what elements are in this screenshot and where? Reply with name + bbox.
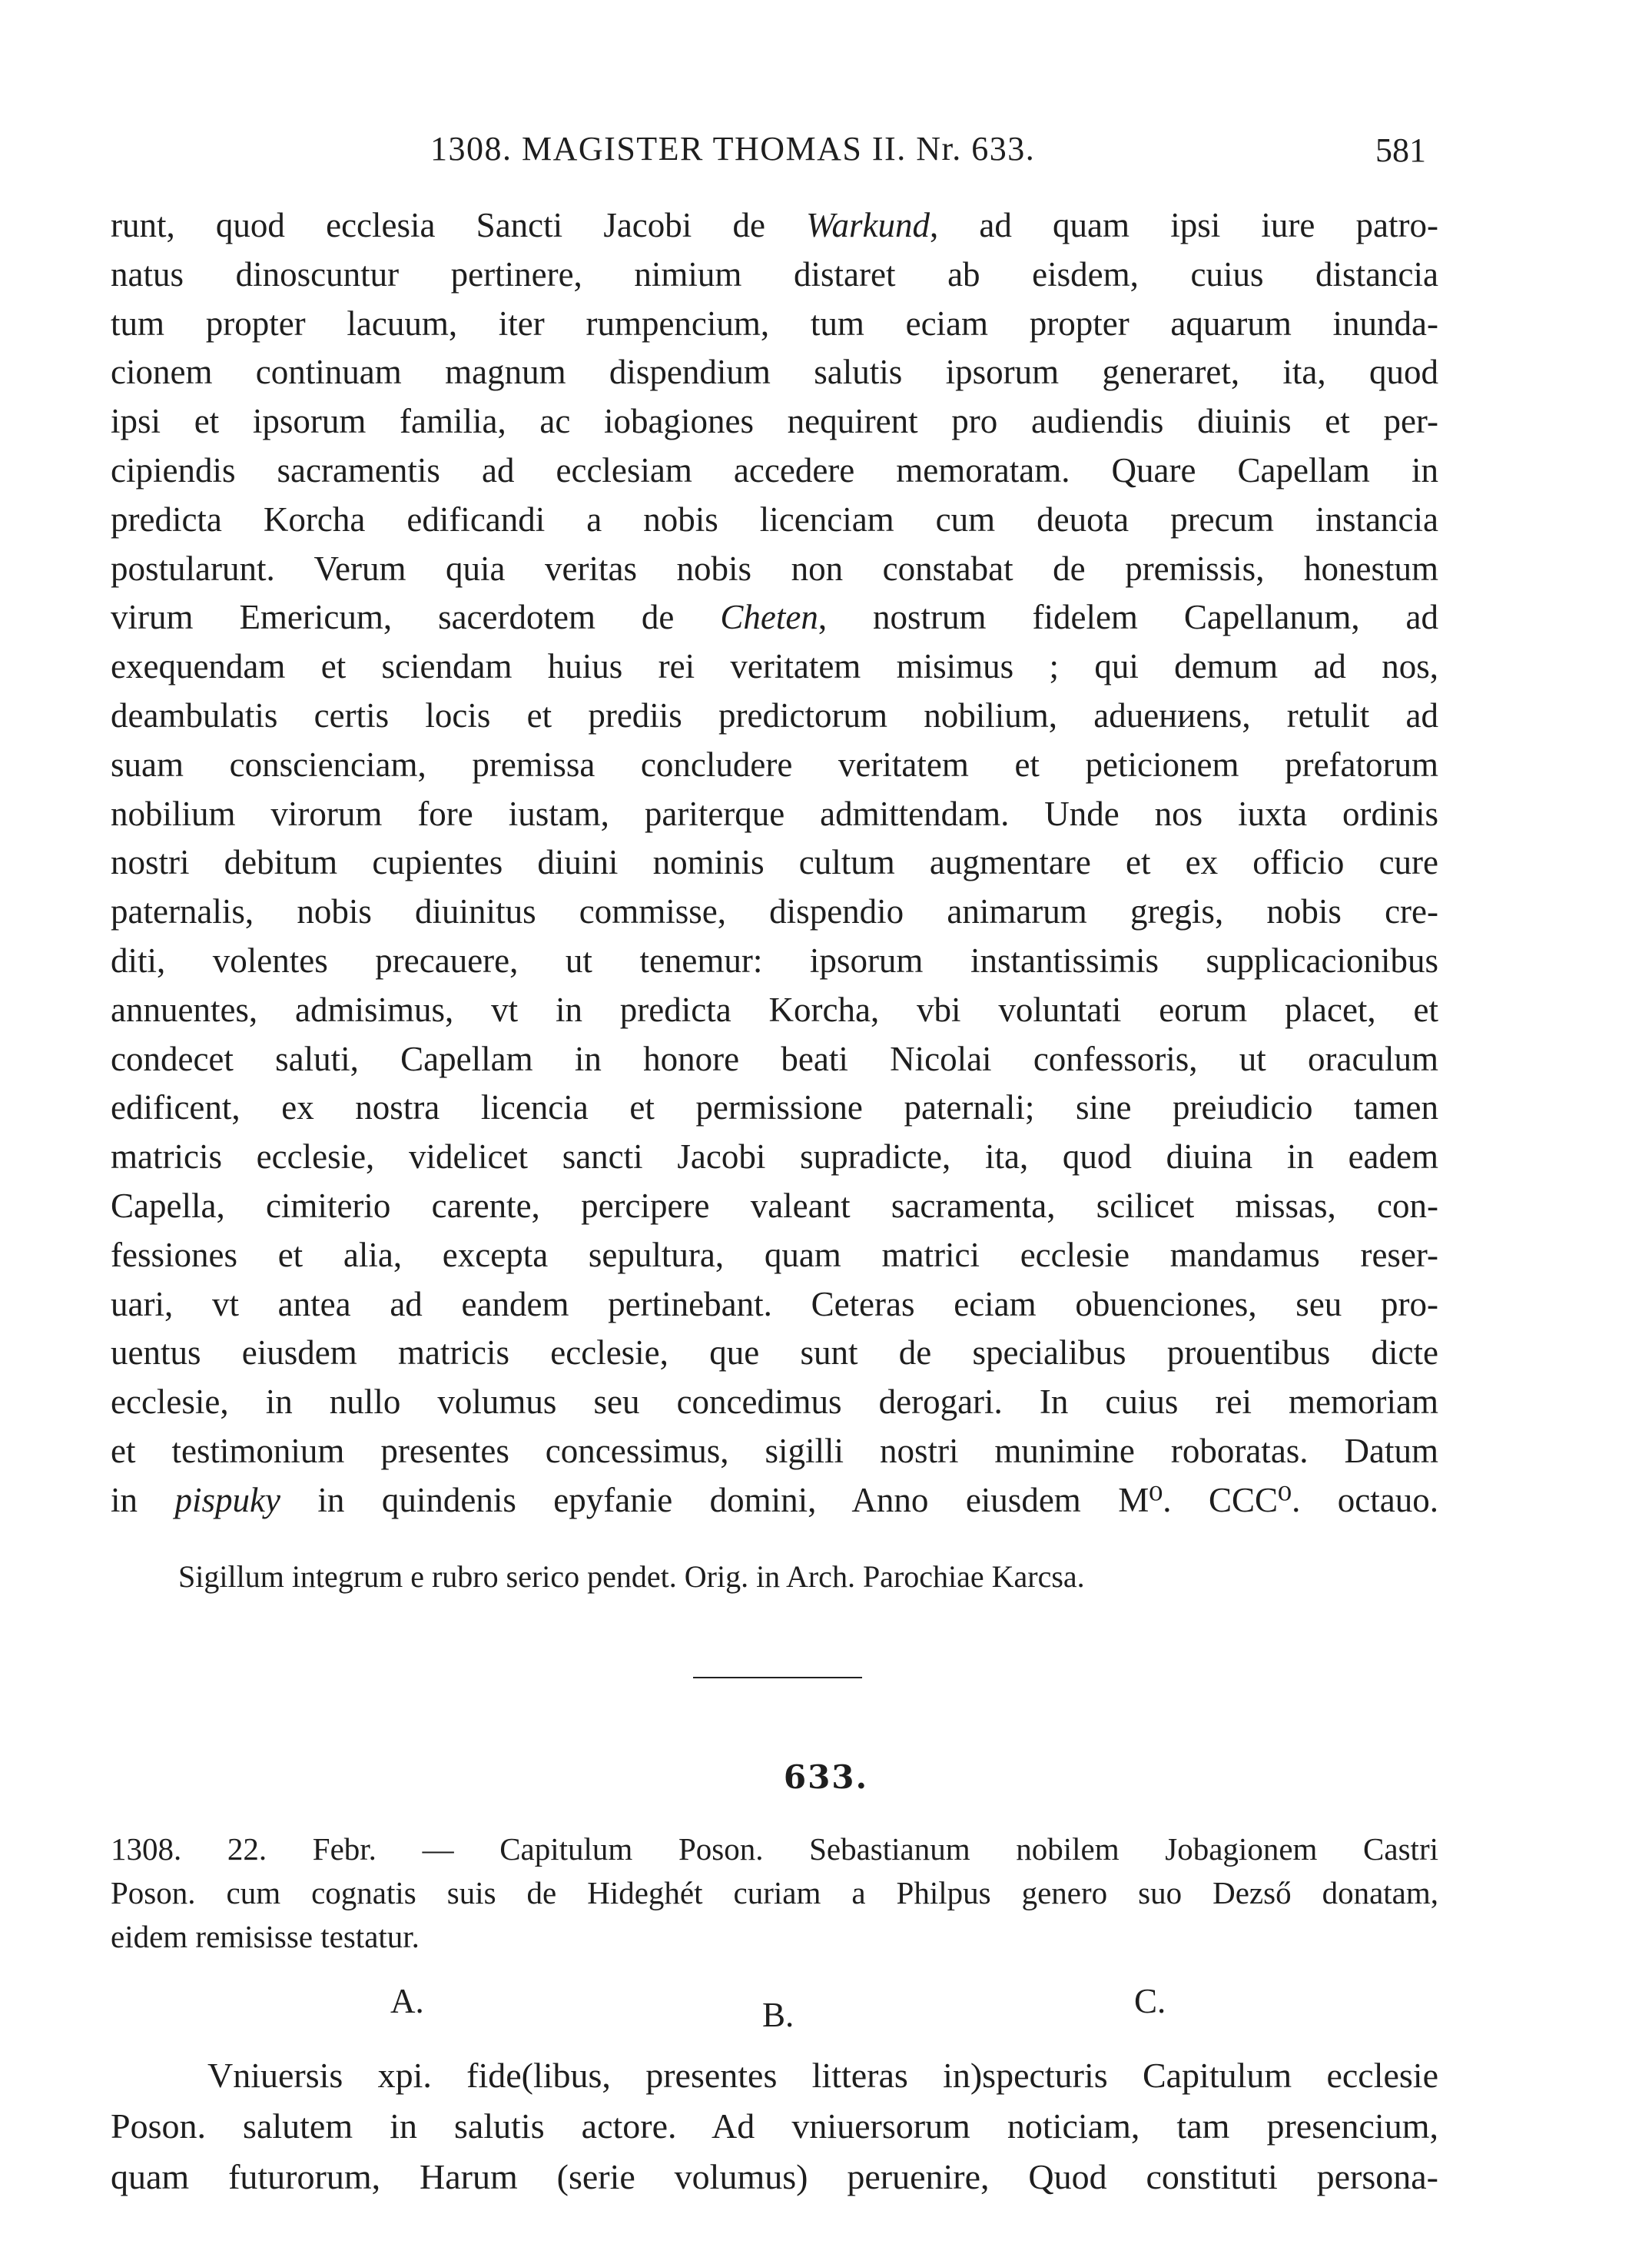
text-run: suam conscienciam, premissa concludere veritatem et peticionem prefatorum <box>111 745 1438 784</box>
text-line <box>111 1035 1438 1084</box>
text-line <box>111 496 1438 545</box>
summary-line: Poson. cum cognatis suis de Hideghét curiam a Philpus genero suo Dezső donatam, <box>111 1875 1438 1910</box>
text-line <box>111 1329 1438 1378</box>
summary-line: eidem remisisse testatur. <box>111 1919 420 1954</box>
page-number: 581 <box>1375 131 1426 169</box>
text-run: natus dinoscuntur pertinere, nimium distaret ab eisdem, cuius distancia <box>111 254 1438 294</box>
main-text-block <box>111 201 1438 1525</box>
version-siglum-a: A. <box>390 1982 424 2020</box>
document-summary <box>111 1827 1438 1959</box>
text-run: Capella, cimiterio carente, percipere valeant sacramenta, scilicet missas, con- <box>111 1186 1438 1225</box>
running-head <box>0 129 1652 175</box>
charter-line: Poson. salutem in salutis actore. Ad vniuersorum noticiam, tam presencium, <box>111 2106 1438 2146</box>
text-run: in <box>111 1480 175 1519</box>
text-run: condecet saluti, Capellam in honore beati Nicolai confessoris, ut oraculum <box>111 1039 1438 1078</box>
text-run: postularunt. Verum quia veritas nobis non constabat de premissis, honestum <box>111 549 1438 588</box>
text-line <box>111 741 1438 790</box>
text-run: uentus eiusdem matricis ecclesie, que sunt de specialibus prouentibus dicte <box>111 1333 1438 1372</box>
text-run: edificent, ex nostra licencia et permissione paternali; sine preiudicio tamen <box>111 1088 1438 1127</box>
text-line <box>111 1182 1438 1231</box>
text-run: et testimonium presentes concessimus, sigilli nostri munimine roboratas. Datum <box>111 1431 1438 1470</box>
italic-place-name: Warkund <box>806 206 930 244</box>
source-note: Sigillum integrum e rubro serico pendet. Orig. in Arch. Parochiae Karcsa. <box>178 1559 1085 1594</box>
text-run: in quindenis epyfanie domini, Anno eiusdem M⁰. CCC⁰. octauo. <box>280 1480 1438 1519</box>
text-line <box>111 300 1438 349</box>
text-line <box>111 642 1438 692</box>
text-line <box>111 201 1438 251</box>
text-run: virum Emericum, sacerdotem de <box>111 598 721 637</box>
text-line <box>111 1280 1438 1329</box>
italic-place-name: pispuky <box>174 1480 280 1519</box>
text-line <box>111 937 1438 986</box>
text-line <box>111 251 1438 300</box>
running-head-title: 1308. MAGISTER THOMAS II. Nr. 633. <box>430 130 1036 168</box>
text-run: uari, vt antea ad eandem pertinebant. Ceteras eciam obuenciones, seu pro- <box>111 1284 1438 1323</box>
text-run: cionem continuam magnum dispendium salutis ipsorum generaret, ita, quod <box>111 353 1438 392</box>
text-line <box>111 1133 1438 1182</box>
text-run: nobilium virorum fore iustam, pariterque admittendam. Unde nos iuxta ordinis <box>111 794 1438 833</box>
text-line <box>111 1231 1438 1280</box>
charter-line: Vniuersis xpi. fide(libus, presentes litteras in)specturis Capitulum ecclesie <box>207 2056 1438 2095</box>
text-run: , nostrum fidelem Capellanum, ad <box>818 598 1438 637</box>
text-line <box>111 397 1438 446</box>
text-line <box>111 348 1438 397</box>
text-line <box>111 692 1438 741</box>
text-line <box>111 1084 1438 1133</box>
text-run: exequendam et sciendam huius rei veritatem misimus ; qui demum ad nos, <box>111 647 1438 686</box>
text-run: cipiendis sacramentis ad ecclesiam accedere memoratam. Quare Capellam in <box>111 450 1438 490</box>
text-run: paternalis, nobis diuinitus commisse, dispendio animarum gregis, nobis cre- <box>111 892 1438 931</box>
text-line <box>111 888 1438 937</box>
document-number-heading: 633. <box>783 1758 869 1796</box>
charter-text <box>111 2050 1438 2202</box>
text-run: annuentes, admisimus, vt in predicta Korcha, vbi voluntati eorum placet, et <box>111 990 1438 1029</box>
text-run: diti, volentes precauere, ut tenemur: ipsorum instantissimis supplicacionibus <box>111 941 1438 980</box>
charter-line: quam futurorum, Harum (serie volumus) peruenire, Quod constituti persona- <box>111 2157 1438 2196</box>
text-line <box>111 1476 1438 1525</box>
version-siglum-c: C. <box>1134 1982 1166 2020</box>
text-line <box>111 986 1438 1035</box>
text-line <box>111 1427 1438 1476</box>
text-run: tum propter lacuum, iter rumpencium, tum eciam propter aquarum inunda- <box>111 304 1438 343</box>
text-run: deambulatis certis locis et prediis predictorum nobilium, aduениens, retulit ad <box>111 695 1438 735</box>
text-run: , ad quam ipsi iure patro- <box>929 206 1438 244</box>
summary-line: 1308. 22. Febr. — Capitulum Poson. Sebastianum nobilem Jobagionem Castri <box>111 1831 1438 1867</box>
text-run: nostri debitum cupientes diuini nominis cultum augmentare et ex officio cure <box>111 843 1438 882</box>
text-line <box>111 545 1438 594</box>
text-line <box>111 790 1438 839</box>
text-run: predicta Korcha edificandi a nobis licenciam cum deuota precum instancia <box>111 500 1438 539</box>
text-run: runt, quod ecclesia Sancti Jacobi de <box>111 206 807 244</box>
text-line <box>111 446 1438 496</box>
text-run: ipsi et ipsorum familia, ac iobagiones nequirent pro audiendis diuinis et per- <box>111 402 1438 441</box>
text-run: ecclesie, in nullo volumus seu concedimus derogari. In cuius rei memoriam <box>111 1382 1438 1422</box>
text-run: fessiones et alia, excepta sepultura, quam matrici ecclesie mandamus reser- <box>111 1235 1438 1274</box>
text-line <box>111 838 1438 888</box>
version-sigla <box>0 1981 1652 2034</box>
version-siglum-b: B. <box>762 1996 794 2034</box>
text-line <box>111 593 1438 642</box>
text-line <box>111 1378 1438 1427</box>
italic-place-name: Cheten <box>720 598 818 637</box>
text-run: matricis ecclesie, videlicet sancti Jacobi supradicte, ita, quod diuina in eadem <box>111 1137 1438 1177</box>
section-separator-rule <box>693 1677 862 1678</box>
